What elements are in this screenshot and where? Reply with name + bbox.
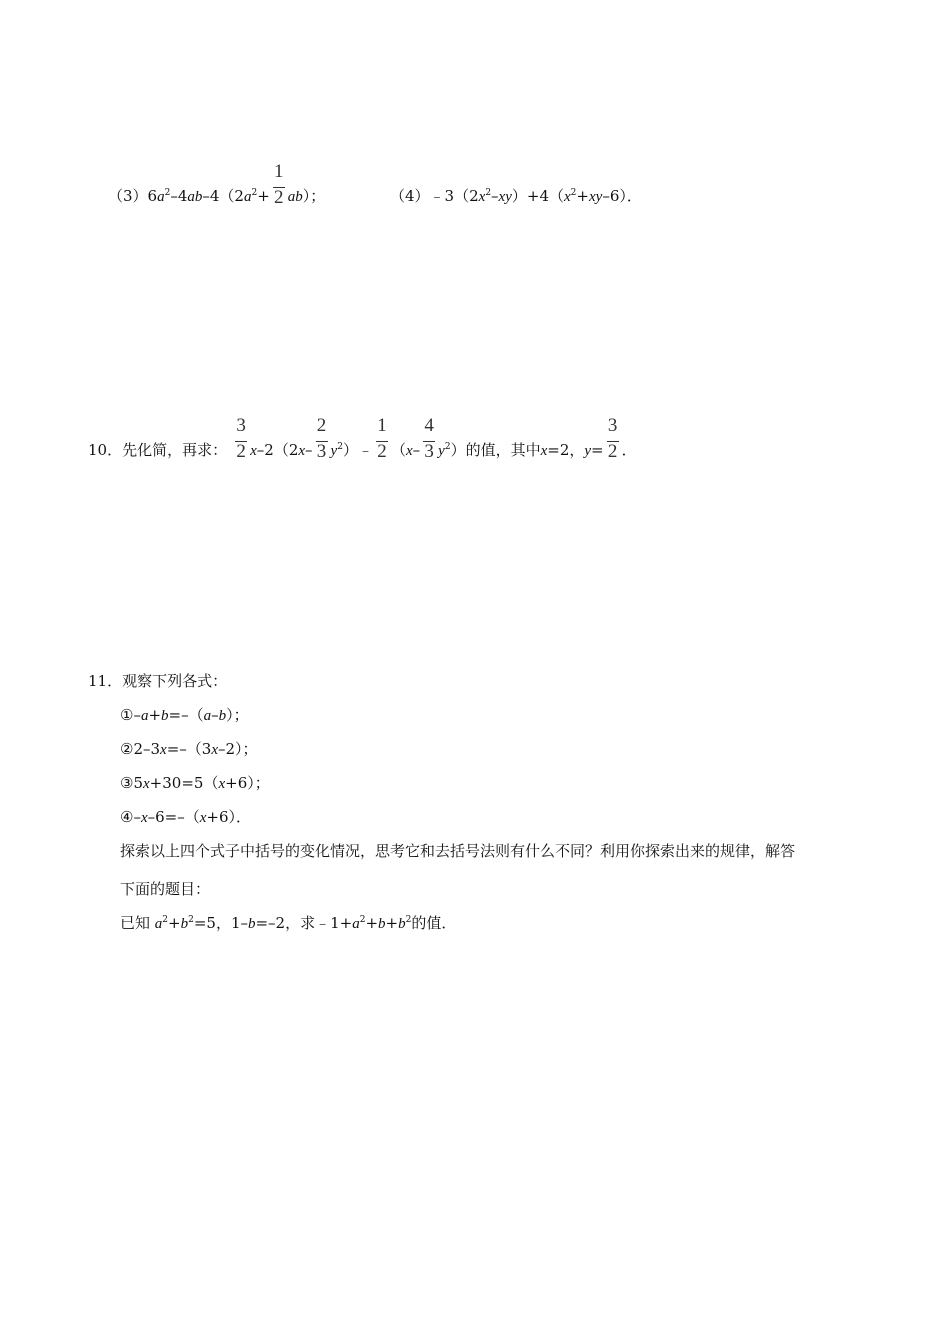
text: + bbox=[576, 187, 589, 205]
text: （ bbox=[390, 441, 406, 459]
fraction bbox=[235, 415, 247, 462]
var: b bbox=[180, 916, 189, 932]
text: + bbox=[168, 914, 181, 932]
var: x bbox=[143, 776, 150, 792]
fraction-denominator: 2 bbox=[607, 441, 618, 462]
text: 已知 bbox=[120, 914, 155, 932]
q11-item-3 bbox=[120, 773, 270, 794]
fraction-denominator: 2 bbox=[236, 441, 246, 462]
var: x bbox=[298, 443, 306, 459]
var: y bbox=[438, 443, 445, 459]
fraction bbox=[607, 415, 619, 462]
text: ②2–3 bbox=[120, 740, 161, 758]
exponent: 2 bbox=[359, 915, 366, 925]
var: b bbox=[398, 916, 406, 932]
fraction-denominator: 2 bbox=[377, 441, 387, 462]
var: a bbox=[243, 189, 252, 205]
text: =–（ bbox=[168, 706, 204, 724]
fraction bbox=[316, 415, 328, 462]
part4-label: （4） bbox=[390, 187, 430, 205]
var: y bbox=[584, 443, 592, 459]
var: b bbox=[218, 708, 227, 724]
var: x bbox=[199, 810, 207, 826]
fraction-numerator: 3 bbox=[607, 415, 618, 436]
var: x bbox=[218, 776, 226, 792]
text: =–（3 bbox=[166, 740, 212, 758]
text: + bbox=[365, 914, 379, 932]
exponent: 2 bbox=[444, 442, 451, 452]
exponent: 2 bbox=[485, 188, 492, 198]
q11-title-line bbox=[88, 671, 227, 691]
var: a bbox=[157, 189, 165, 205]
var: a bbox=[203, 708, 212, 724]
text: =5，1– bbox=[193, 914, 248, 932]
text: =2， bbox=[547, 441, 585, 459]
var: x bbox=[540, 443, 548, 459]
fraction-numerator: 1 bbox=[377, 415, 387, 436]
var: a bbox=[352, 916, 360, 932]
q10-intro: 先化简，再求： bbox=[122, 441, 228, 459]
fraction-denominator: 3 bbox=[424, 441, 434, 462]
text: – bbox=[491, 187, 499, 205]
fraction-denominator: 2 bbox=[274, 187, 284, 208]
text: + bbox=[385, 914, 399, 932]
text: ）； bbox=[226, 706, 249, 724]
part3-label: （3） bbox=[108, 187, 148, 205]
text: ①– bbox=[120, 706, 141, 724]
fraction-numerator: 4 bbox=[424, 415, 434, 436]
text: –6=–（ bbox=[147, 808, 200, 826]
fraction-numerator: 1 bbox=[274, 161, 284, 182]
text: ）﹣ bbox=[342, 441, 373, 459]
text: –2）； bbox=[218, 740, 258, 758]
var: b bbox=[247, 916, 256, 932]
var: x bbox=[211, 742, 219, 758]
var: a bbox=[154, 916, 163, 932]
q11-item-1 bbox=[120, 705, 249, 726]
q11-item-4 bbox=[120, 807, 251, 828]
q10-line bbox=[88, 415, 637, 462]
text: ④– bbox=[120, 808, 141, 826]
exponent: 2 bbox=[337, 442, 343, 452]
text: –4 bbox=[170, 187, 188, 205]
fraction-numerator: 2 bbox=[316, 415, 327, 436]
paragraph-text: 探索以上四个式子中括号的变化情况，思考它和去括号法则有什么不同？利用你探索出来的规律，解答 bbox=[120, 842, 796, 860]
text: – bbox=[412, 441, 421, 459]
q9-part4 bbox=[390, 186, 642, 207]
fraction-denominator: 3 bbox=[316, 441, 327, 462]
exponent: 2 bbox=[405, 915, 412, 925]
text: ）+4（ bbox=[511, 187, 564, 205]
exponent: 2 bbox=[188, 915, 194, 925]
q9-part3 bbox=[108, 161, 326, 208]
var: x bbox=[478, 189, 486, 205]
exponent: 2 bbox=[570, 188, 577, 198]
var: ab bbox=[287, 189, 303, 205]
fraction-numerator: 3 bbox=[236, 415, 246, 436]
text: +6）． bbox=[206, 808, 252, 826]
text: – bbox=[211, 706, 219, 724]
text: ）的值，其中 bbox=[450, 441, 541, 459]
var: b bbox=[161, 708, 169, 724]
q11-title: 观察下列各式： bbox=[122, 672, 228, 690]
text: 的值． bbox=[411, 914, 457, 932]
text: +6）； bbox=[225, 774, 270, 792]
var: ab bbox=[187, 189, 203, 205]
text: ﹣3（2 bbox=[429, 187, 479, 205]
text: + bbox=[148, 706, 162, 724]
var: x bbox=[160, 742, 167, 758]
fraction bbox=[376, 415, 388, 462]
text: –2（2 bbox=[256, 441, 299, 459]
var: y bbox=[330, 443, 338, 459]
text: ③5 bbox=[120, 774, 143, 792]
var: b bbox=[378, 916, 386, 932]
text: – bbox=[305, 441, 313, 459]
var: xy bbox=[588, 189, 603, 205]
var: x bbox=[250, 443, 257, 459]
q11-number: 11． bbox=[88, 672, 123, 690]
q11-paragraph-1 bbox=[120, 841, 795, 861]
fraction bbox=[423, 415, 435, 462]
text: ． bbox=[621, 441, 637, 459]
var: x bbox=[405, 443, 413, 459]
text: –6）． bbox=[602, 187, 642, 205]
q11-item-2 bbox=[120, 739, 258, 760]
text: = bbox=[591, 441, 604, 459]
var: x bbox=[140, 810, 148, 826]
var: x bbox=[564, 189, 571, 205]
text: 6 bbox=[147, 187, 158, 205]
var: a bbox=[140, 708, 149, 724]
text: +30=5（ bbox=[149, 774, 219, 792]
text: –4（2 bbox=[202, 187, 244, 205]
text: =–2，求﹣1+ bbox=[255, 914, 353, 932]
exponent: 2 bbox=[162, 915, 169, 925]
text: ）； bbox=[302, 187, 326, 205]
q11-given bbox=[120, 913, 456, 934]
q11-paragraph-2 bbox=[120, 879, 210, 899]
paragraph-text: 下面的题目： bbox=[120, 880, 211, 898]
q10-number: 10． bbox=[88, 441, 123, 459]
exponent: 2 bbox=[251, 188, 258, 198]
exponent: 2 bbox=[164, 188, 171, 198]
text: + bbox=[257, 187, 270, 205]
fraction bbox=[273, 161, 285, 208]
var: xy bbox=[498, 189, 512, 205]
